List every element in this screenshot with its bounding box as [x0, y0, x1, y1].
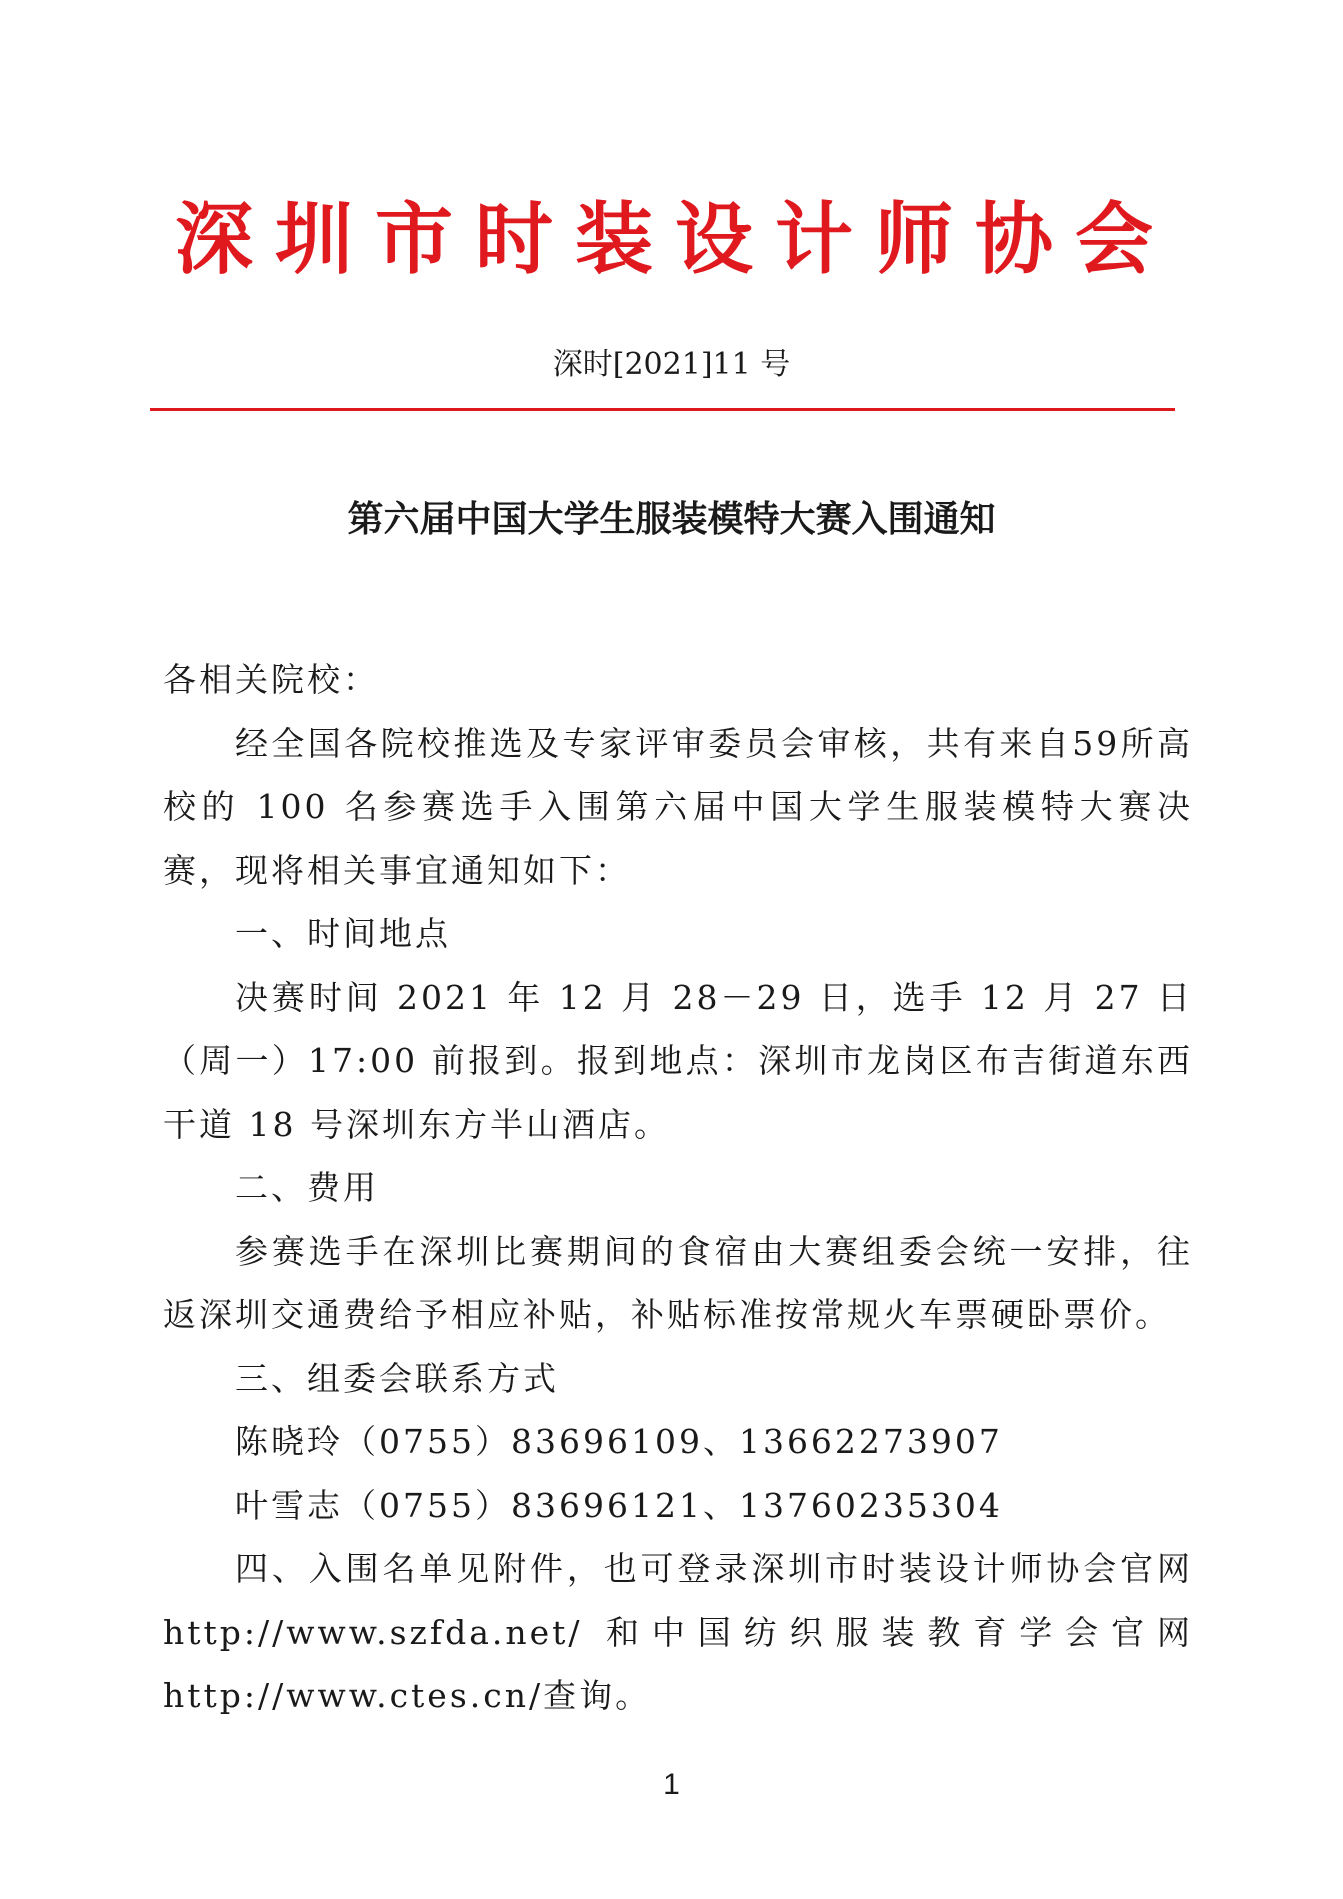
organization-header: 深圳市时装设计师协会 [174, 195, 1175, 285]
red-divider-line [150, 408, 1175, 411]
contact-line: 陈晓玲（0755）83696109、13662273907 [235, 1422, 1003, 1461]
document-number: 深时[2021]11 号 [552, 347, 791, 382]
page-number: 1 [663, 1768, 680, 1801]
intro-paragraph: 经全国各院校推选及专家评审委员会审核，共有来自59所高校的 100 名参赛选手入围第六届中国大学生服装模特大赛决赛，现将相关事宜通知如下： [163, 723, 1193, 890]
notice-body [163, 648, 1193, 1728]
contact-line: 叶雪志（0755）83696121、13760235304 [235, 1485, 1003, 1525]
salutation: 各相关院校： [163, 660, 379, 699]
section-time-location-text: 决赛时间 2021 年 12 月 28－29 日，选手 12 月 27 日（周一）17:00 前报到。报到地点：深圳市龙岗区布吉街道东西干道 18 号深圳东方半山酒店。 [163, 977, 1193, 1144]
document-title: 第六届中国大学生服装模特大赛入围通知 [347, 499, 996, 540]
section-shortlist-text: 四、入围名单见附件，也可登录深圳市时装设计师协会官网 http://www.szfda.net/ 和中国纺织服装教育学会官网 http://www.ctes.cn/查询。 [163, 1549, 1193, 1715]
section-fees-text: 参赛选手在深圳比赛期间的食宿由大赛组委会统一安排，往返深圳交通费给予相应补贴，补贴标准按常规火车票硬卧票价。 [163, 1231, 1193, 1334]
section-time-location-heading: 一、时间地点 [235, 914, 451, 953]
section-contact-heading: 三、组委会联系方式 [235, 1358, 559, 1398]
section-fees-heading: 二、费用 [235, 1168, 379, 1207]
